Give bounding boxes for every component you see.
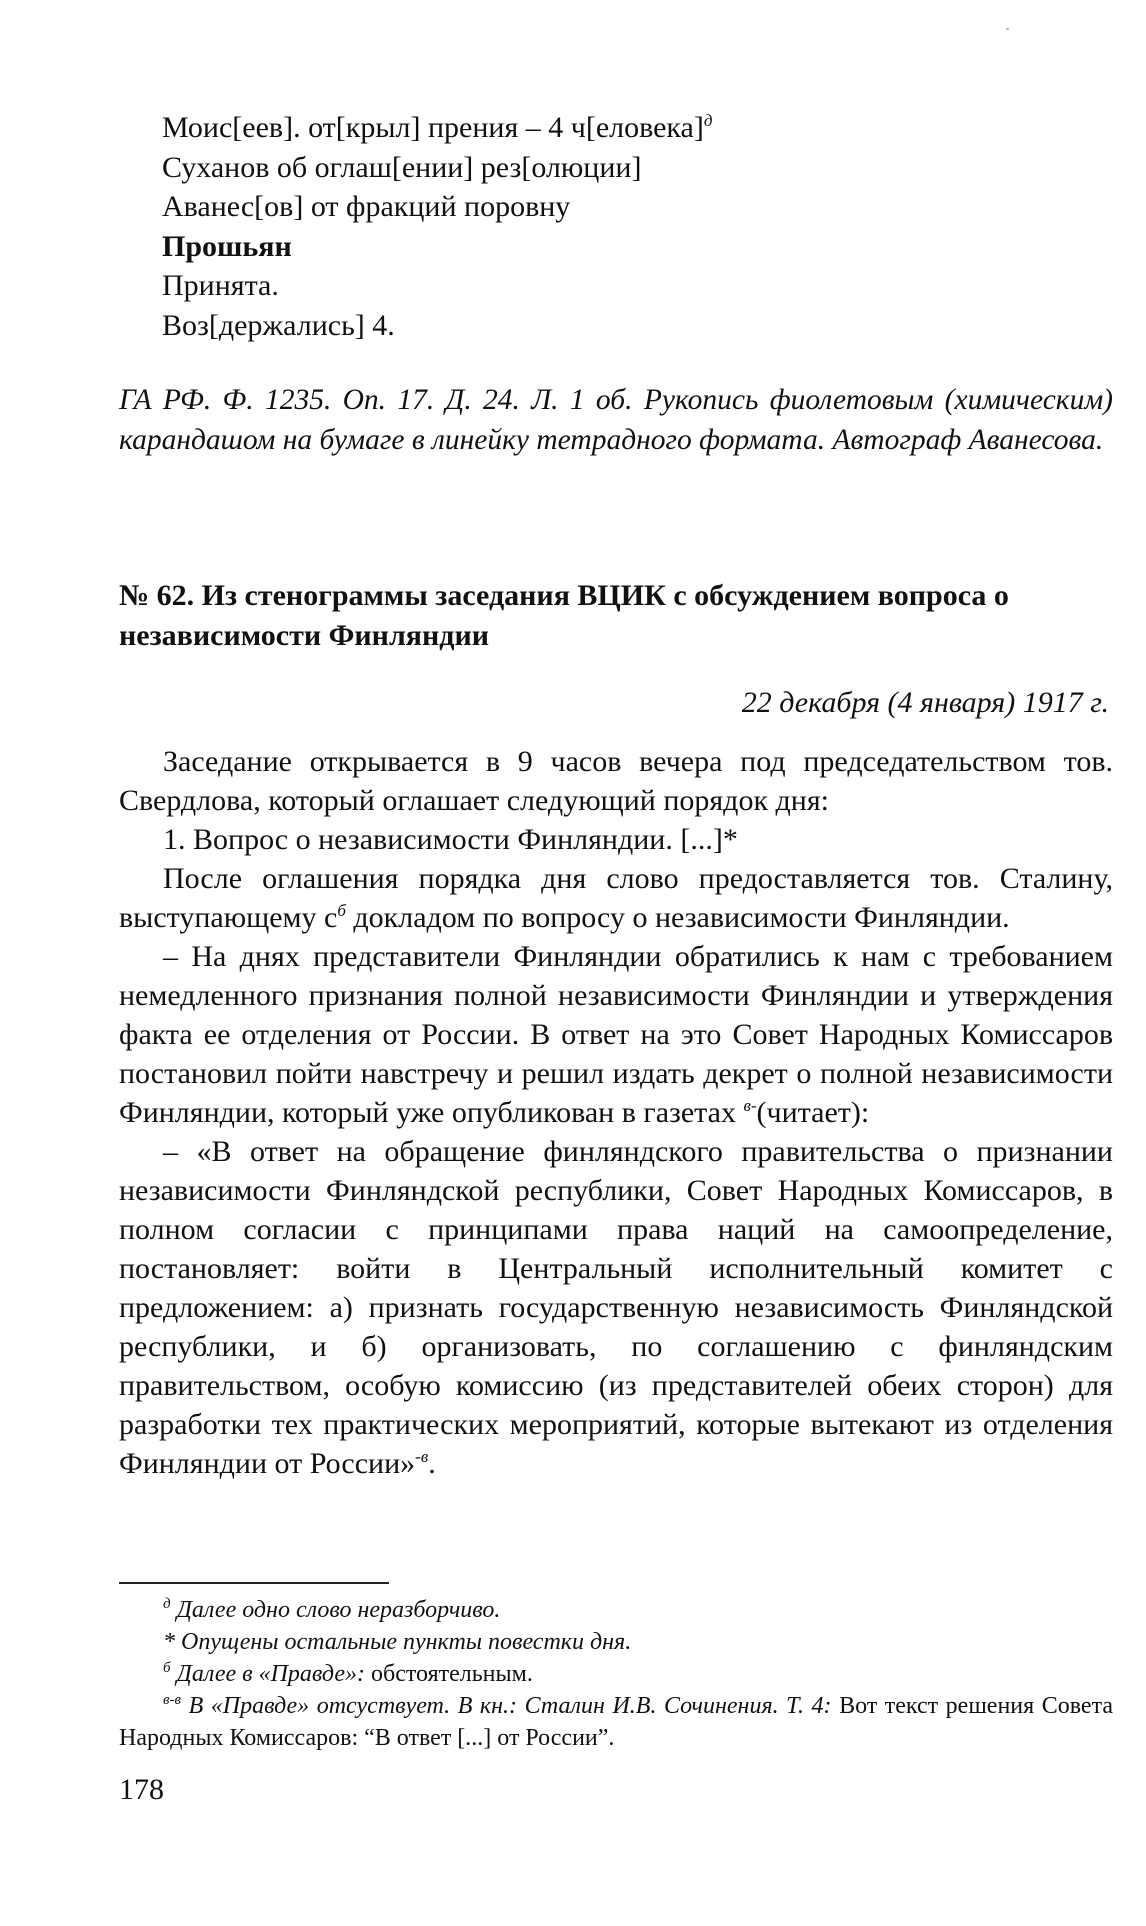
footnote: * Опущены остальные пункты повестки дня. — [163, 1629, 632, 1655]
scan-speck — [1006, 28, 1009, 30]
paragraph: 1. Вопрос о независимости Финляндии. [...]* — [163, 823, 738, 856]
document-title: № 62. Из стенограммы заседания ВЦИК с обсуждением вопроса о независимости Финляндии — [119, 579, 1009, 652]
footnote-mark: б — [337, 901, 346, 920]
notes-line: Воз[держались] 4. — [162, 308, 395, 342]
footnote-divider — [119, 1582, 389, 1584]
paragraph-quote: – «В ответ на обращение финляндского правительства о признании независимости Финляндской республики, Совет Народных Комиссаров, в полном согласии с принципами права наций на самоопределение, постановляет: войти в Центральный исполнительный комитет с предложением: а) признать государственную независимость Финляндской республики, и б) организовать, по соглашению с финляндским правительством, особую комиссию (из представителей обеих сторон) для разработки тех практических мероприятий, которые вытекают из отделения Финляндии от России»$^{-в}$. — [119, 1135, 1113, 1480]
notes-line: Моис[еев]. от[крыл] прения – 4 ч[еловека]$^д$ — [162, 111, 713, 144]
page-number: 178 — [119, 1773, 164, 1806]
footnote: $^{в-в}$ В «Правде» отсуствует. В кн.: Сталин И.В. Сочинения. Т. 4: Вот текст решения Совета Народных Комиссаров: “В ответ [...] от России”. — [119, 1692, 1114, 1751]
footnote: $^д$ Далее одно слово неразборчиво. — [163, 1596, 501, 1623]
footnote-mark: д — [703, 111, 713, 130]
meeting-notes — [162, 108, 962, 345]
archive-reference: ГА РФ. Ф. 1235. Оп. 17. Д. 24. Л. 1 об. Рукопись фиолетовым (химическим) карандашом на бумаге в линейку тетрадного формата. Автограф Аванесова. — [119, 384, 1113, 456]
notes-line: Суханов об оглаш[ении] рез[олюции] — [162, 150, 642, 184]
notes-line: Аванес[ов] от фракций поровну — [162, 190, 571, 223]
document-body — [119, 742, 1113, 1483]
footnote: $^б$ Далее в «Правде»: обстоятельным. — [163, 1660, 533, 1687]
paragraph: После оглашения порядка дня слово предоставляется тов. Сталину, выступающему $с^б$ докладом по вопросу о независимости Финляндии. — [119, 862, 1113, 934]
notes-line: Принята. — [162, 269, 279, 302]
paragraph: – На днях представители Финляндии обратились к нам с требованием немедленного признания полной независимости Финляндии и утверждения факта ее отделения от России. В ответ на это Совет Народных Комиссаров постановил пойти навстречу и решил издать декрет о полной независимости Финляндии, который уже опубликован в газетах $^{в-}$(читает): — [119, 940, 1113, 1129]
notes-speaker: Прошьян — [162, 229, 292, 263]
footnote-mark: -в — [415, 1447, 429, 1466]
footnotes — [119, 1594, 1113, 1754]
footnote-mark: в- — [743, 1096, 757, 1115]
document-date: 22 декабря (4 января) 1917 г. — [741, 686, 1109, 719]
paragraph: Заседание открывается в 9 часов вечера под председательством тов. Свердлова, который оглашает следующий порядок дня: — [119, 745, 1113, 817]
